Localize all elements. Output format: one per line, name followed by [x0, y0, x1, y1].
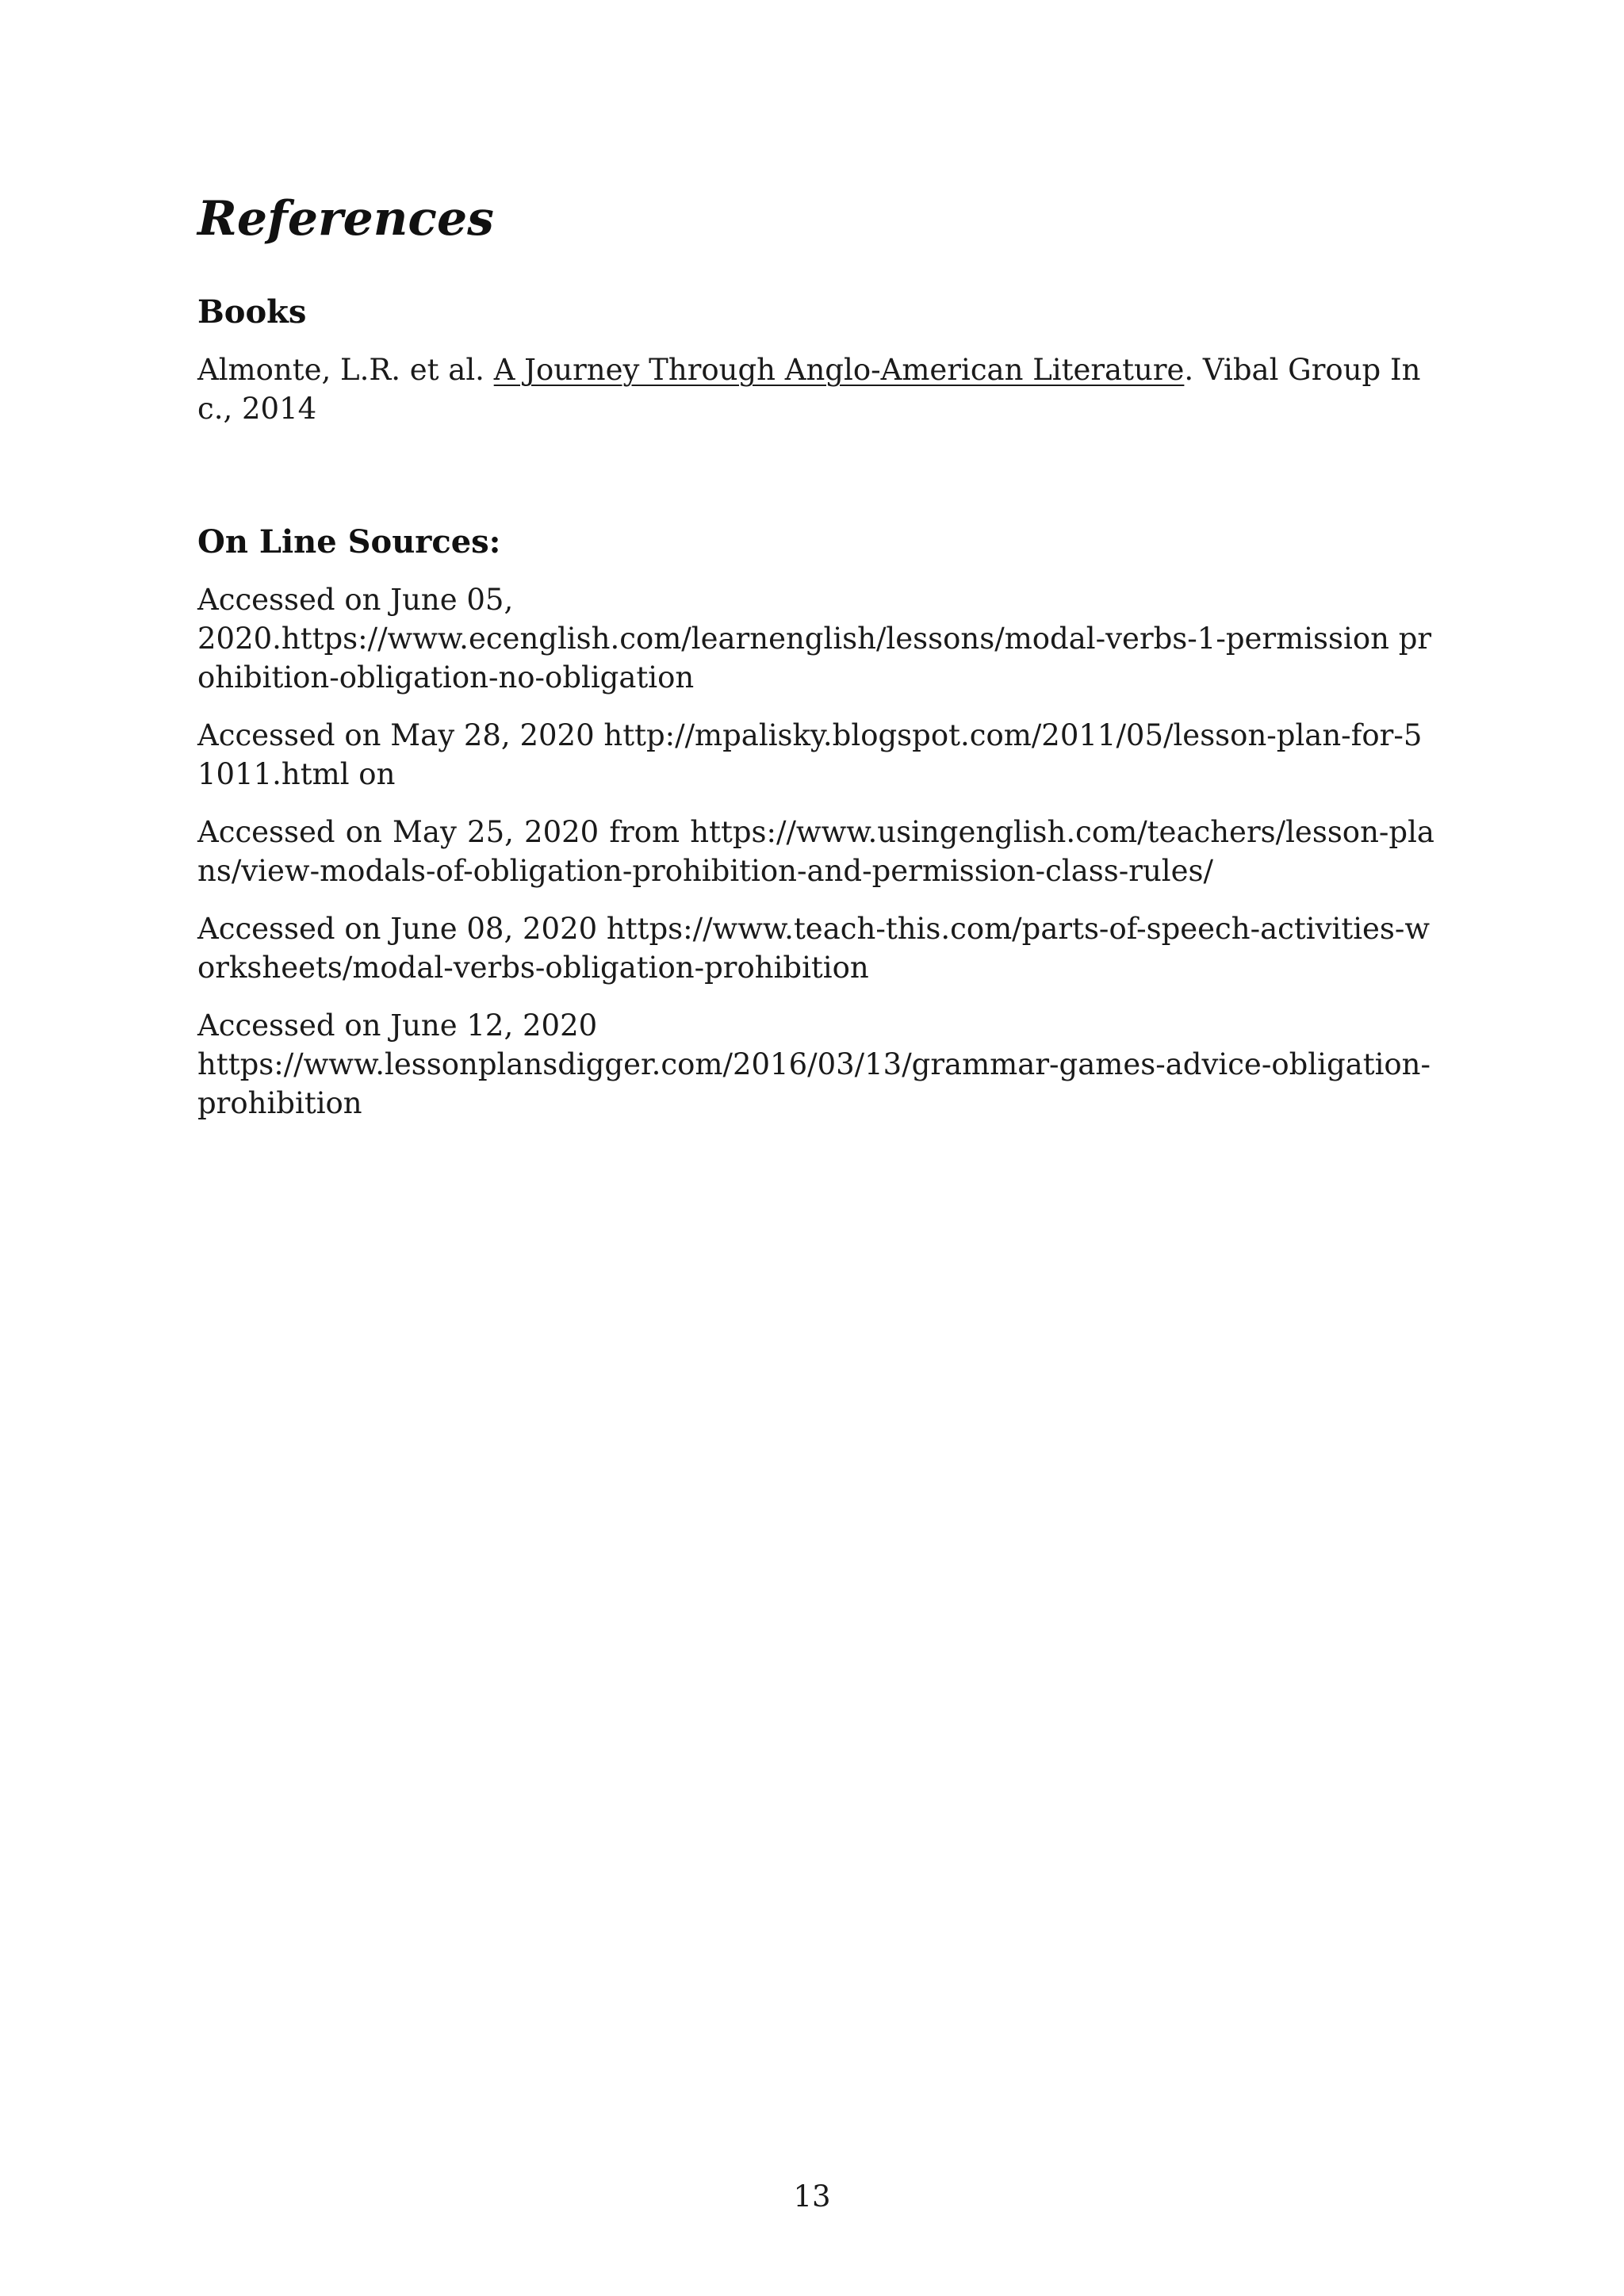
book-authors: Almonte, L.R. et al.	[197, 353, 494, 387]
online-reference-4: Accessed on June 08, 2020 https://www.teach-this.com/parts-of-speech-activities-worksheets/modal-verbs-obligation-prohibition	[197, 912, 1431, 985]
online-reference-5-url: https://www.lessonplansdigger.com/2016/03/13/grammar-games-advice-obligation-prohibition	[197, 1047, 1431, 1120]
online-reference-1-url: 2020.https://www.ecenglish.com/learnenglish/lessons/modal-verbs-1-permission prohibition-obligation-no-obligation	[197, 622, 1432, 695]
online-reference-5	[197, 1006, 1434, 1123]
online-reference-2: Accessed on May 28, 2020 http://mpalisky.blogspot.com/2011/05/lesson-plan-for-51011.html on	[197, 718, 1423, 791]
book-reference-1	[197, 350, 1434, 428]
online-reference-5-date: Accessed on June 12, 2020	[197, 1008, 598, 1043]
book-publisher: . Vibal Group Inc., 2014	[197, 353, 1421, 426]
page-number: 13	[793, 2179, 831, 2214]
online-reference-1-date: Accessed on June 05,	[197, 583, 514, 617]
online-reference-1	[197, 580, 1434, 697]
online-sources-heading: On Line Sources:	[197, 523, 501, 561]
online-sources-section	[197, 523, 1434, 1123]
references-content	[197, 190, 1434, 1142]
books-section	[197, 293, 1434, 428]
page-title: References	[197, 191, 494, 247]
online-reference-3: Accessed on May 25, 2020 from https://www.usingenglish.com/teachers/lesson-plans/view-modals-of-obligation-prohibition-and-permission-class-rules/	[197, 815, 1434, 888]
book-title: A Journey Through Anglo-American Literature	[493, 353, 1185, 387]
books-heading: Books	[197, 293, 307, 331]
